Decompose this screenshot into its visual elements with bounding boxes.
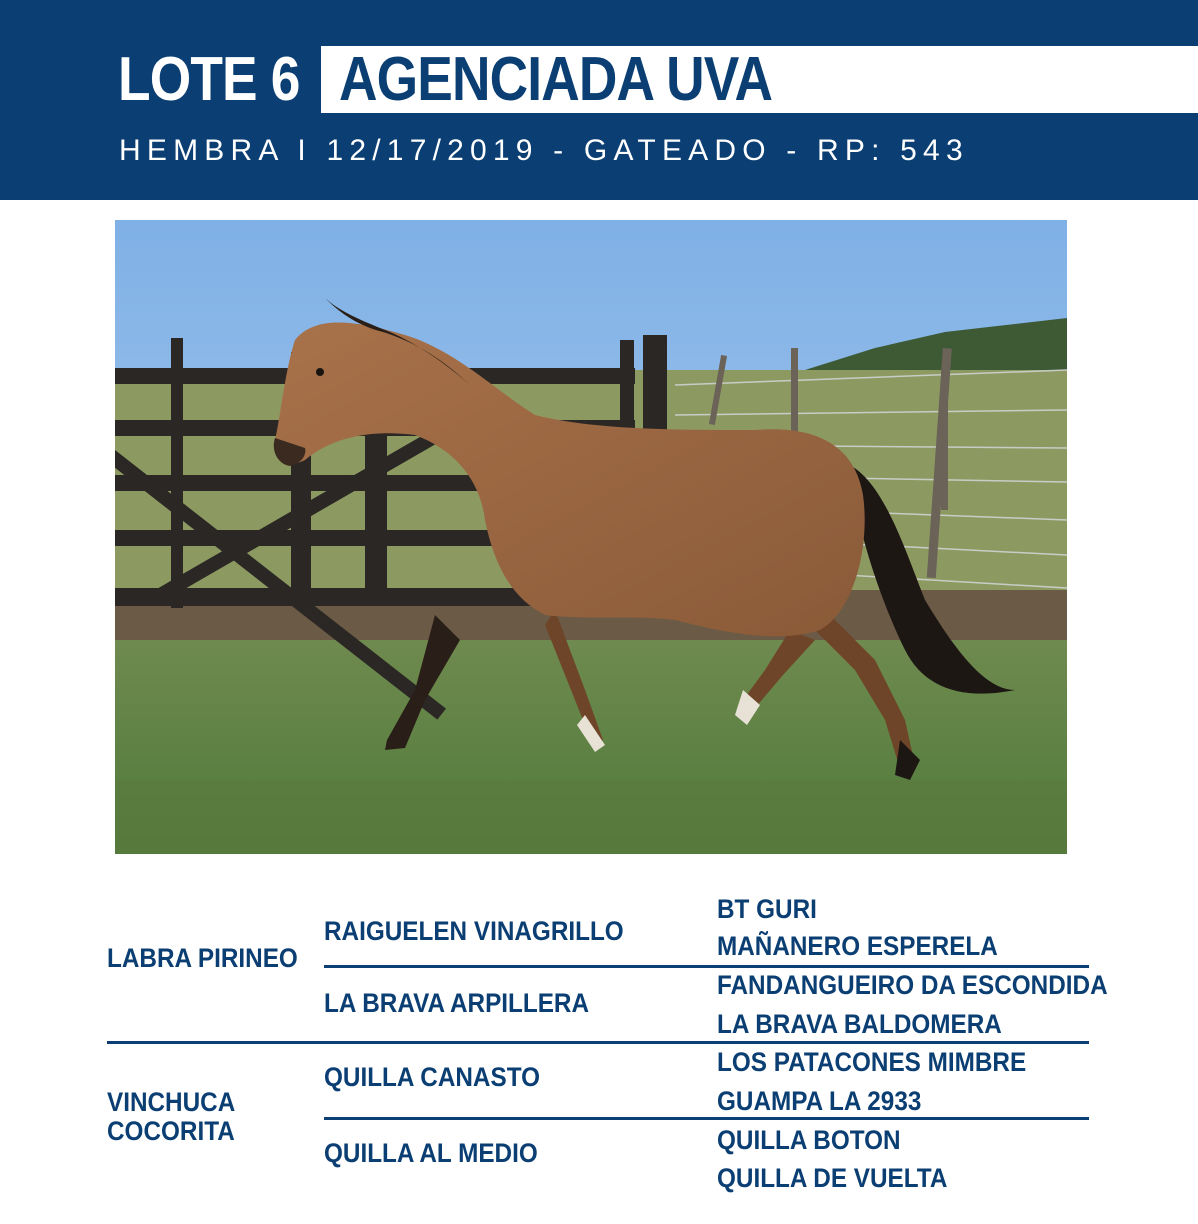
great-grandparent-7: QUILLA BOTON [717,1125,901,1155]
dam-name: VINCHUCA COCORITA [107,1087,235,1146]
great-grandparent-2: MAÑANERO ESPERELA [717,931,998,961]
great-grandparent-1: BT GURI [717,894,817,924]
sire-name: LABRA PIRINEO [107,943,298,973]
great-grandparent-3: FANDANGUEIRO DA ESCONDIDA [717,970,1108,1000]
header-banner [0,0,1198,200]
animal-name: AGENCIADA UVA [339,45,773,114]
dam-sire-name: QUILLA CANASTO [324,1062,540,1092]
horse-illustration [115,220,1067,854]
dam-dam-name: QUILLA AL MEDIO [324,1138,538,1168]
animal-details: HEMBRA I 12/17/2019 - GATEADO - RP: 543 [119,134,969,167]
great-grandparent-4: LA BRAVA BALDOMERA [717,1009,1002,1039]
divider-rule [324,1117,1089,1120]
divider-rule [324,965,1089,968]
animal-name-box [321,46,1198,113]
great-grandparent-5: LOS PATACONES MIMBRE [717,1047,1027,1077]
great-grandparent-6: GUAMPA LA 2933 [717,1086,922,1116]
lot-number: LOTE 6 [118,45,300,114]
great-grandparent-8: QUILLA DE VUELTA [717,1163,948,1193]
divider-rule [107,1041,1089,1044]
sire-sire-name: RAIGUELEN VINAGRILLO [324,916,624,946]
horse-photo [115,220,1067,854]
sire-dam-name: LA BRAVA ARPILLERA [324,988,590,1018]
